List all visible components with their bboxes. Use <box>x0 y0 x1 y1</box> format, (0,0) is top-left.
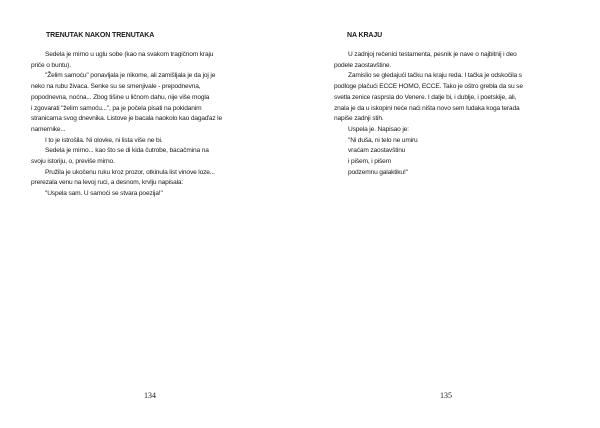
text-line: podele zaostavštine. <box>334 61 392 69</box>
right-body-text <box>334 50 574 178</box>
text-line: podloge plačući ECCE HOMO, ECCE. Tako je oštro grebla da su se <box>334 83 523 91</box>
text-line: napiše zadnji stih. <box>334 115 384 123</box>
right-page-number: 135 <box>440 391 452 400</box>
text-line: Pružila je ukočenu ruku kroz prozor, otkinula list vinove loze... <box>45 168 215 176</box>
right-page <box>300 0 600 428</box>
text-line: neko na rubu živaca. Senke su se smenjivale - prepodnevna, <box>31 83 201 91</box>
text-line: i pišem, i pišem <box>348 158 392 166</box>
text-line: Sedela je mirno u uglu sobe (kao na svakom tragičnom kraju <box>45 51 214 58</box>
text-line: svetla zenice rasprsla do Venere. I dalje bi, i dublje, i poetskije, ali, <box>334 93 517 101</box>
text-line: svoju istoriju, o, previše mirno. <box>31 158 115 166</box>
left-chapter-title: TRENUTAK NAKON TRENUTAKA <box>46 32 155 39</box>
text-line: popodnevna, noćna... Zbog tišine u ličnom dahu, nije više mogla <box>31 93 210 101</box>
text-line: Sedela je mirno... kao što se di kida čutrobe, bacačmina na <box>45 147 209 155</box>
text-line: i zgovarati "želim samoću...", pa je počela pisati na pokidanim <box>31 104 202 112</box>
text-line: podzemnu galaktiku!" <box>348 168 408 176</box>
left-body-text <box>31 50 266 200</box>
text-line: "Uspela sam. U samoći se stvara poezija!" <box>45 190 163 198</box>
text-line: stranicama svog dnevnika. Listove je bacala naokolo kao dagaďaz le <box>31 115 222 123</box>
text-line: U zadnjoj rečenici testamenta, pesnik je nave o najbitnij i deo <box>348 51 517 58</box>
right-chapter-title: NA KRAJU <box>347 32 383 39</box>
text-line: namernike... <box>31 125 66 133</box>
text-line: "Ni duša, ni telo ne umiru <box>348 136 418 144</box>
text-line: I to je istrošila. Ni olovke, ni lista više ne bi. <box>45 136 163 144</box>
text-line: "Želim samoću" ponavljala je nikome, ali zamišljala je da joj je <box>45 72 216 80</box>
text-line: priče o buntu). <box>31 61 71 69</box>
text-line: znala je da u iskopini neće naći ništa novo sem ludaka koga terada <box>334 104 520 112</box>
text-line: Uspela je. Napisao je: <box>348 125 409 133</box>
text-line: vraćam zaostavštinu <box>348 147 406 155</box>
left-page-number: 134 <box>144 391 156 400</box>
text-line: prerezala venu na levoj ruci, a desnom, krvlju napisala: <box>31 179 184 187</box>
text-line: Zamislio se gledajući tačku na kraju reda. I tačka je odskočila s <box>348 72 522 80</box>
